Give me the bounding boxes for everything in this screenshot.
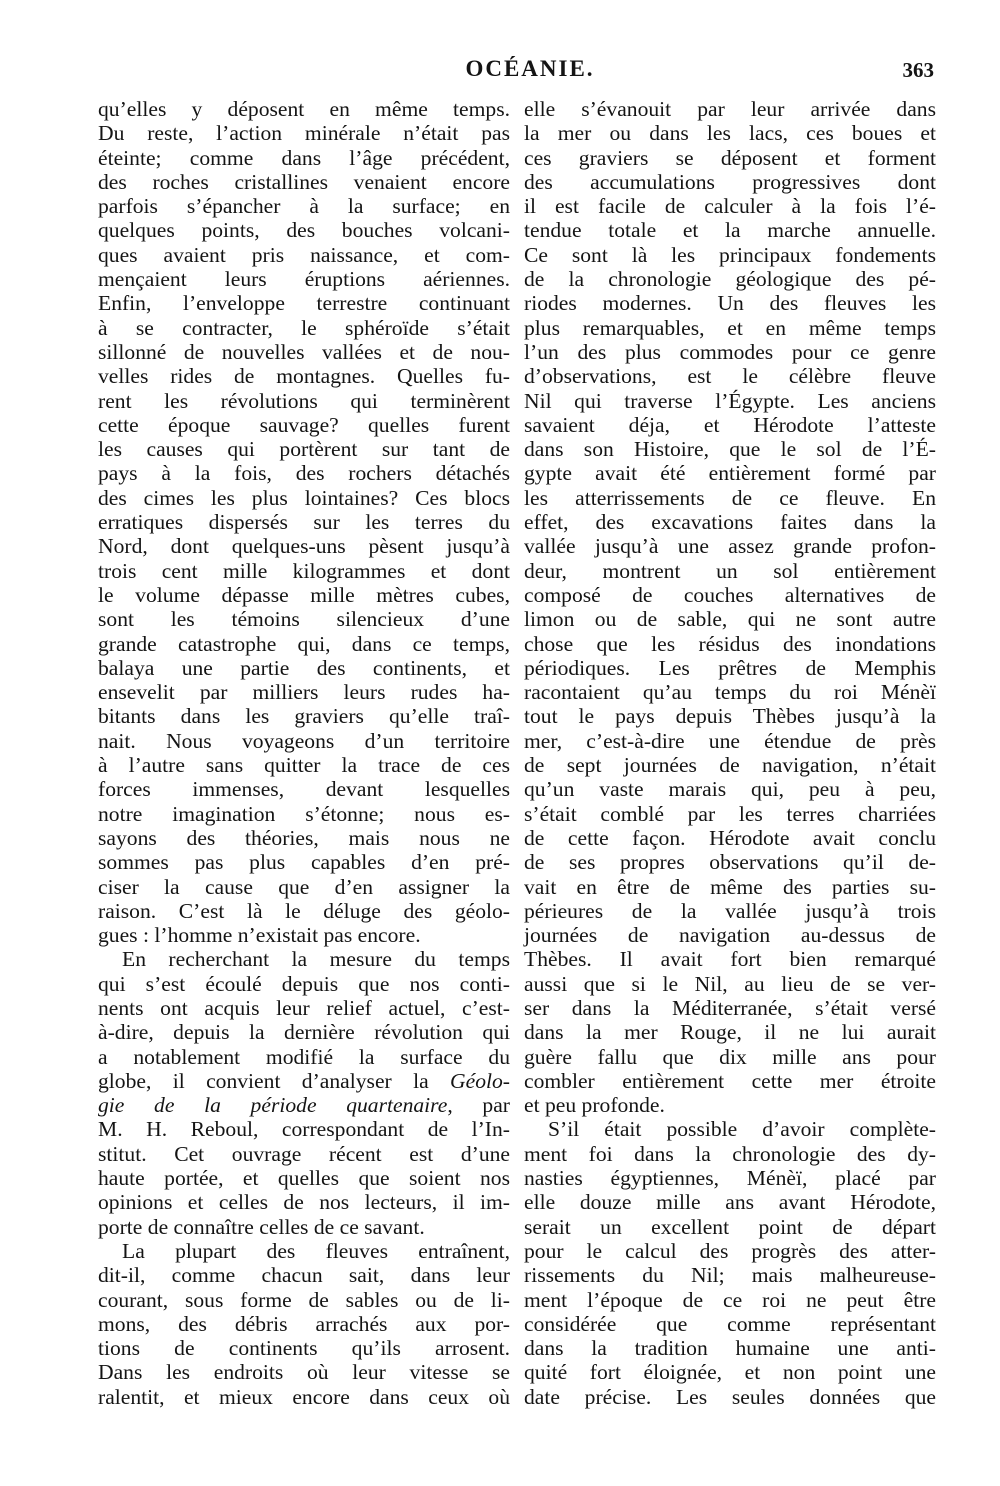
text-line: chose que les résidus des inondations	[524, 631, 936, 656]
text-line: l’un des plus commodes pour ce genre	[524, 339, 936, 364]
text-line: dans son Histoire, que le sol de l’É-	[524, 437, 936, 462]
text-line: sommes pas plus capables d’en pré-	[98, 850, 510, 875]
text-line: vallée jusqu’à une assez grande profon-	[524, 534, 936, 559]
text-line: M. H. Reboul, correspondant de l’In-	[98, 1117, 510, 1142]
text-line: d’observations, est le célèbre fleuve	[524, 364, 936, 389]
text-line: gypte avait été entièrement formé par	[524, 461, 936, 486]
text-line: forces immenses, devant lesquelles	[98, 777, 510, 802]
text-line: sont les témoins silencieux d’une	[98, 607, 510, 632]
page-header	[96, 56, 934, 86]
text-line: quité fort éloignée, et non point une	[524, 1360, 936, 1385]
text-line: nasties égyptiennes, Ménèï, placé par	[524, 1166, 936, 1191]
text-line: En recherchant la mesure du temps	[122, 947, 510, 972]
text-line: balaya une partie des continents, et	[98, 655, 510, 680]
text-line: velles rides de montagnes. Quelles fu-	[98, 364, 510, 389]
text-line: elle s’évanouit par leur arrivée dans	[524, 97, 936, 121]
text-line: deur, montrent un sol entièrement	[524, 558, 936, 583]
text-line: des accumulations progressives dont	[524, 169, 936, 194]
text-line: et peu profonde.	[524, 1093, 665, 1118]
text-line: porte de connaître celles de ce savant.	[98, 1214, 425, 1239]
text-line: tions de continents qu’ils arrosent.	[98, 1336, 510, 1361]
text-line: ment l’époque de ce roi ne peut être	[524, 1287, 936, 1312]
text-line: Nord, dont quelques-uns pèsent jusqu’à	[98, 534, 510, 559]
text-line: ciser la cause que d’en assigner la	[98, 874, 510, 899]
text-line: de cette façon. Hérodote avait conclu	[524, 825, 936, 850]
text-line: bitants dans les graviers qu’elle traî-	[98, 704, 510, 729]
text-line: les causes qui portèrent sur tant de	[98, 437, 510, 462]
text-line: sayons des théories, mais nous ne	[98, 825, 510, 850]
text-line: Du reste, l’action minérale n’était pas	[98, 121, 510, 146]
text-line: sillonné de nouvelles vallées et de nou-	[98, 339, 510, 364]
text-line: courant, sous forme de sables ou de li-	[98, 1287, 510, 1312]
text-line: rent les révolutions qui terminèrent	[98, 388, 510, 413]
text-line: la mer ou dans les lacs, ces boues et	[524, 121, 936, 146]
text-line: dans la tradition humaine une anti-	[524, 1336, 936, 1361]
text-line: des cimes les plus lointaines? Ces blocs	[98, 485, 510, 510]
text-line: racontaient qu’au temps du roi Ménèï	[524, 680, 936, 705]
text-line: mer, c’est-à-dire une étendue de près	[524, 728, 936, 753]
text-line: dans la mer Rouge, il ne lui aurait	[524, 1020, 936, 1045]
text-line: Dans les endroits où leur vitesse se	[98, 1360, 510, 1385]
text-line: qu’elles y déposent en même temps.	[98, 97, 510, 121]
text-line: ralentit, et mieux encore dans ceux où	[98, 1384, 510, 1409]
text-line: globe, il convient d’analyser la Géolo-	[98, 1068, 510, 1093]
text-line: opinions et celles de nos lecteurs, il im-	[98, 1190, 510, 1215]
text-line: mons, des débris arrachés aux por-	[98, 1311, 510, 1336]
text-line: vait en être de même des parties su-	[524, 874, 936, 899]
text-line: raison. C’est là le déluge des géolo-	[98, 898, 510, 923]
text-line: Nil qui traverse l’Égypte. Les anciens	[524, 388, 936, 413]
text-line: rissements du Nil; mais malheureuse-	[524, 1263, 936, 1288]
text-line: elle douze mille ans avant Hérodote,	[524, 1190, 936, 1215]
running-title: OCÉANIE.	[465, 56, 595, 81]
text-line: des roches cristallines venaient encore	[98, 169, 510, 194]
text-line: ques avaient pris naissance, et com-	[98, 242, 510, 267]
text-line: ment foi dans la chronologie des dy-	[524, 1141, 936, 1166]
text-line: de sept journées de navigation, n’était	[524, 753, 936, 778]
text-line: Enfin, l’enveloppe terrestre continuant	[98, 291, 510, 316]
text-line: quelques points, des bouches volcani-	[98, 218, 510, 243]
text-line: guère fallu que dix mille ans pour	[524, 1044, 936, 1069]
left-column	[98, 97, 510, 1409]
text-line: à-dire, depuis la dernière révolution qui	[98, 1020, 510, 1045]
text-line: ces graviers se déposent et forment	[524, 145, 936, 170]
text-line: à se contracter, le sphéroïde s’était	[98, 315, 510, 340]
text-line: grande catastrophe qui, dans ce temps,	[98, 631, 510, 656]
text-line: plus remarquables, et en même temps	[524, 315, 936, 340]
text-line: le volume dépasse mille mètres cubes,	[98, 582, 510, 607]
text-line: combler entièrement cette mer étroite	[524, 1068, 936, 1093]
text-line: aussi que si le Nil, au lieu de se ver-	[524, 971, 936, 996]
text-line: erratiques dispersés sur les terres du	[98, 510, 510, 535]
text-line: nait. Nous voyageons d’un territoire	[98, 728, 510, 753]
text-line: Ce sont là les principaux fondements	[524, 242, 936, 267]
italic-title: gie de la période quartenaire	[98, 1093, 448, 1118]
text-line: serait un excellent point de départ	[524, 1214, 936, 1239]
text-line: mençaient leurs éruptions aériennes.	[98, 267, 510, 292]
text-line: tout le pays depuis Thèbes jusqu’à la	[524, 704, 936, 729]
text-line: de ses propres observations qu’il de-	[524, 850, 936, 875]
text-line: gie de la période quartenaire, par	[98, 1093, 510, 1118]
text-line: qu’un vaste marais qui, peu à peu,	[524, 777, 936, 802]
text-line: effet, des excavations faites dans la	[524, 510, 936, 535]
text-line: de la chronologie géologique des pé-	[524, 267, 936, 292]
text-line: limon ou de sable, qui ne sont autre	[524, 607, 936, 632]
text-line: La plupart des fleuves entraînent,	[122, 1238, 510, 1263]
text-line: gues : l’homme n’existait pas encore.	[98, 923, 421, 948]
text-line: les atterrissements de ce fleuve. En	[524, 485, 936, 510]
text-line: trois cent mille kilogrammes et dont	[98, 558, 510, 583]
text-line: à l’autre sans quitter la trace de ces	[98, 753, 510, 778]
text-line: périeures de la vallée jusqu’à trois	[524, 898, 936, 923]
text-line: ensevelit par milliers leurs rudes ha-	[98, 680, 510, 705]
text-line: ser dans la Méditerranée, s’était versé	[524, 995, 936, 1020]
text-line: considérée que comme représentant	[524, 1311, 936, 1336]
text-line: périodiques. Les prêtres de Memphis	[524, 655, 936, 680]
text-line: S’il était possible d’avoir complète-	[548, 1117, 936, 1142]
text-line: savaient déja, et Hérodote l’atteste	[524, 412, 936, 437]
text-line: journées de navigation au-dessus de	[524, 923, 936, 948]
text-line: qui s’est écoulé depuis que nos conti-	[98, 971, 510, 996]
text-line: composé de couches alternatives de	[524, 582, 936, 607]
text-line: nents ont acquis leur relief actuel, c’est-	[98, 995, 510, 1020]
text-line: parfois s’épancher à la surface; en	[98, 194, 510, 219]
text-line: pays à la fois, des rochers détachés	[98, 461, 510, 486]
text-line: notre imagination s’étonne; nous es-	[98, 801, 510, 826]
text-line: pour le calcul des progrès des atter-	[524, 1238, 936, 1263]
text-line: éteinte; comme dans l’âge précédent,	[98, 145, 510, 170]
text-line: a notablement modifié la surface du	[98, 1044, 510, 1069]
text-line: Thèbes. Il avait fort bien remarqué	[524, 947, 936, 972]
text-line: riodes modernes. Un des fleuves les	[524, 291, 936, 316]
right-column	[524, 97, 936, 1409]
text-line: cette époque sauvage? quelles furent	[98, 412, 510, 437]
text-line: s’était comblé par les terres charriées	[524, 801, 936, 826]
text-line: dit-il, comme chacun sait, dans leur	[98, 1263, 510, 1288]
italic-title: Géolo-	[450, 1068, 510, 1093]
text-line: haute portée, et quelles que soient nos	[98, 1166, 510, 1191]
text-line: date précise. Les seules données que	[524, 1384, 936, 1409]
text-line: tendue totale et la marche annuelle.	[524, 218, 936, 243]
page-number: 363	[902, 58, 934, 82]
text-line: il est facile de calculer à la fois l’é-	[524, 194, 936, 219]
text-line: stitut. Cet ouvrage récent est d’une	[98, 1141, 510, 1166]
